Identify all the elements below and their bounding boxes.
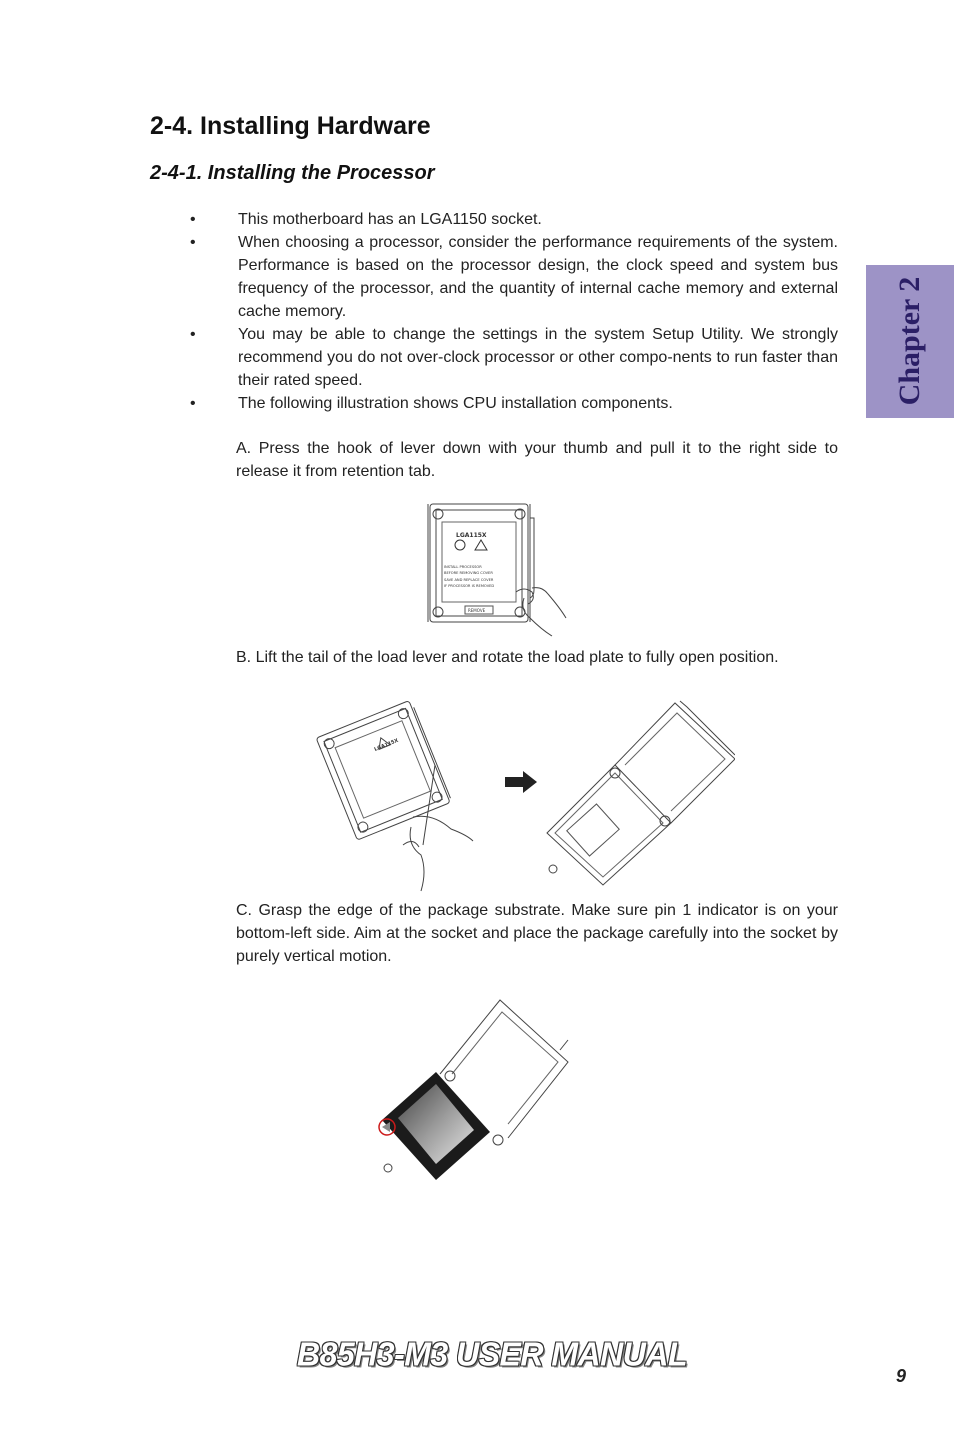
chapter-tab <box>866 265 954 418</box>
requirements-list <box>190 208 838 415</box>
socket-label: LGA115X <box>456 532 487 539</box>
bullet-icon: • <box>190 211 196 228</box>
cover-text-line: IF PROCESSOR IS REMOVED <box>444 584 495 588</box>
step-c-text: C. Grasp the edge of the package substrate. Make sure pin 1 indicator is on your bottom-left side. Aim at the socket and place the package carefully into the socket by purely vertical motion. <box>236 902 838 965</box>
step-a-text: A. Press the hook of lever down with your thumb and pull it to the right side to release it from retention tab. <box>236 440 838 480</box>
list-item <box>190 392 838 415</box>
list-item <box>190 323 838 392</box>
arrow-right-icon <box>505 771 537 793</box>
socket-label: LGA115X <box>373 737 400 753</box>
lever-lift-illustration <box>315 695 735 893</box>
manual-title: B85H3-M3 USER MANUAL <box>296 1335 688 1373</box>
list-item <box>190 231 838 323</box>
list-item-text: This motherboard has an LGA1150 socket. <box>238 211 542 228</box>
section-title: 2-4. Installing Hardware <box>150 112 431 140</box>
cover-text-line: BEFORE REMOVING COVER <box>444 571 493 575</box>
list-item-text: The following illustration shows CPU installation components. <box>238 395 673 412</box>
cover-tab-label: REMOVE <box>468 608 486 613</box>
bullet-icon: • <box>190 395 196 412</box>
chapter-tab-label: Chapter 2 <box>893 276 926 406</box>
cover-text-line: INSTALL PROCESSOR <box>444 565 482 569</box>
subsection-title: 2-4-1. Installing the Processor <box>150 162 435 184</box>
list-item-text: When choosing a processor, consider the performance requirements of the system. Performance is based on the processor design, the clock speed and system bus frequency of the processor, and the quantity of internal cache memory and external cache memory. <box>238 234 838 320</box>
list-item-text: You may be able to change the settings in the system Setup Utility. We strongly recommend you do not over-clock processor or other compo-nents to run faster than their rated speed. <box>238 326 838 389</box>
bullet-icon: • <box>190 326 196 343</box>
page-number: 9 <box>896 1366 907 1386</box>
cover-text-line: SAVE AND REPLACE COVER <box>444 578 494 582</box>
cpu-placement-illustration <box>370 990 575 1182</box>
list-item <box>190 208 838 231</box>
socket-cover-illustration <box>420 500 580 642</box>
step-b-text: B. Lift the tail of the load lever and rotate the load plate to fully open position. <box>236 649 779 666</box>
bullet-icon: • <box>190 234 196 251</box>
